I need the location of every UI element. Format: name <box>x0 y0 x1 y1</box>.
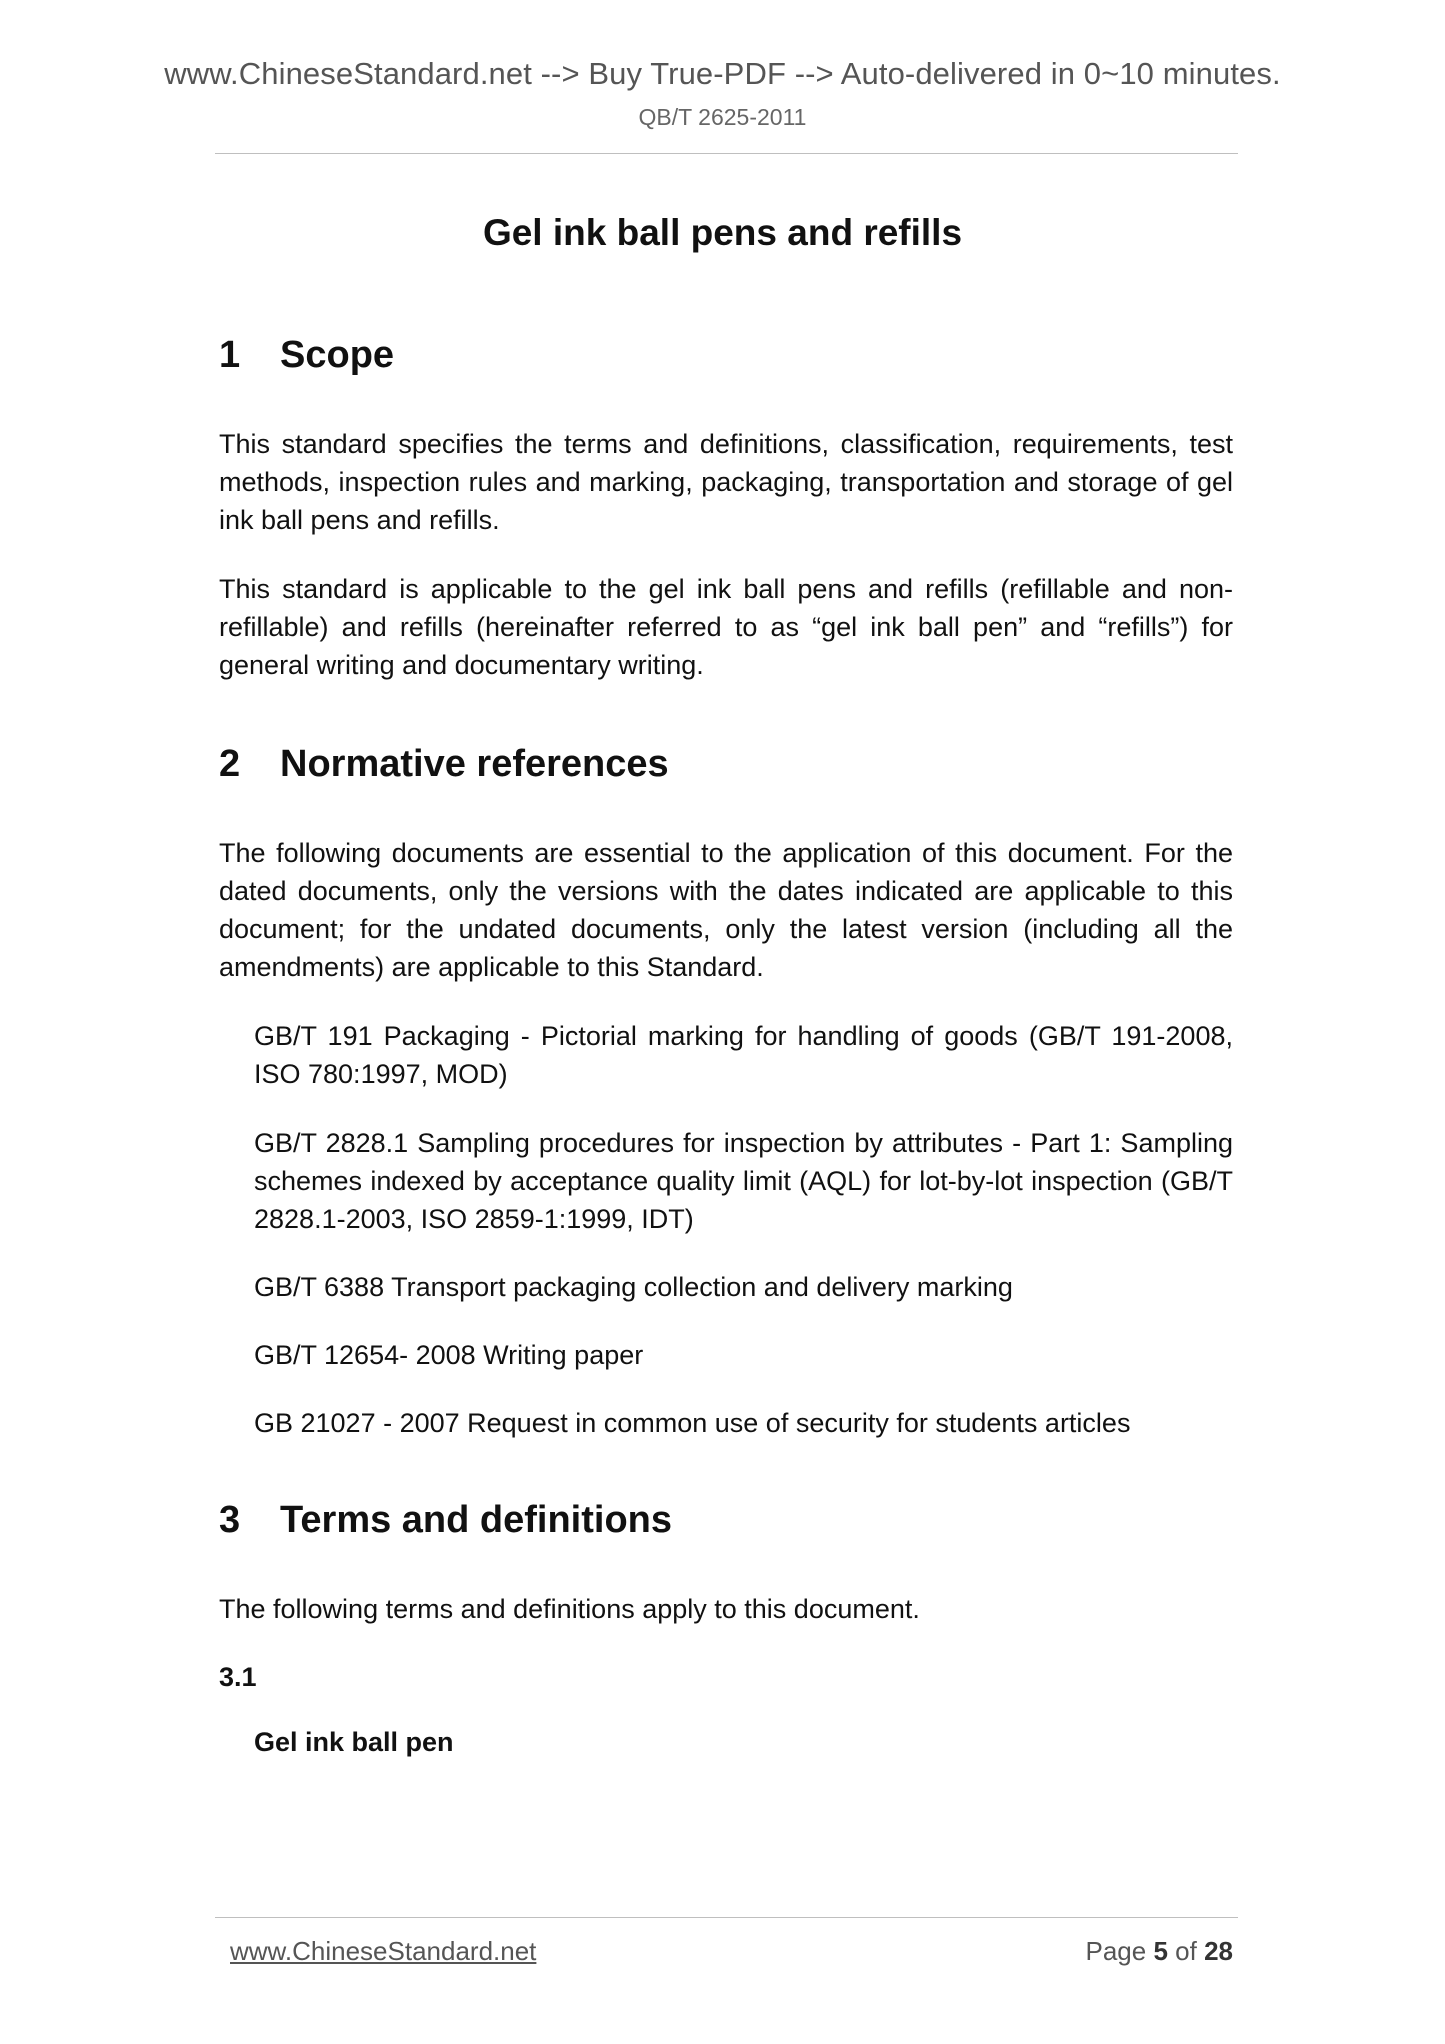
reference-item: GB/T 2828.1 Sampling procedures for inspection by attributes - Part 1: Sampling schemes indexed by acceptance quality limit (AQL) for lot-by-lot inspection (GB/T 2828.1-2003, ISO 2859-1:1999, IDT) <box>254 1128 1233 1234</box>
subsection-number: 3.1 <box>219 1662 257 1692</box>
footer-website-link[interactable]: www.ChineseStandard.net <box>230 1936 537 1966</box>
reference-item: GB/T 12654- 2008 Writing paper <box>254 1340 644 1370</box>
term-heading: Gel ink ball pen <box>254 1727 454 1757</box>
header-banner: www.ChineseStandard.net --> Buy True-PDF --> Auto-delivered in 0~10 minutes. <box>164 56 1281 91</box>
section-title: Normative references <box>280 743 669 785</box>
scope-paragraph-1: This standard specifies the terms and definitions, classification, requirements, test methods, inspection rules and marking, packaging, transportation and storage of gel ink ball pens and refills. <box>219 429 1233 535</box>
section-heading-normative-references <box>219 743 669 786</box>
page-label: Page <box>1085 1936 1147 1966</box>
header-divider <box>215 153 1238 154</box>
document-code: QB/T 2625-2011 <box>638 104 807 130</box>
section-number: 3 <box>219 1499 241 1541</box>
page-of-label: of <box>1175 1936 1197 1966</box>
section-number: 1 <box>219 334 241 376</box>
reference-item: GB 21027 - 2007 Request in common use of security for students articles <box>254 1408 1131 1438</box>
scope-paragraph-2: This standard is applicable to the gel ink ball pens and refills (refillable and non-refillable) and refills (hereinafter referred to as “gel ink ball pen” and “refills”) for general writing and documentary writing. <box>219 574 1233 680</box>
document-title: Gel ink ball pens and refills <box>482 212 963 253</box>
page-current: 5 <box>1153 1936 1168 1966</box>
section-title: Scope <box>280 334 395 376</box>
page-number <box>1085 1936 1233 1967</box>
reference-item: GB/T 191 Packaging - Pictorial marking for handling of goods (GB/T 191-2008, ISO 780:1997, MOD) <box>254 1021 1233 1089</box>
reference-item: GB/T 6388 Transport packaging collection and delivery marking <box>254 1272 1013 1302</box>
terms-intro: The following terms and definitions apply to this document. <box>219 1594 920 1624</box>
footer-divider <box>215 1917 1238 1918</box>
normative-intro: The following documents are essential to the application of this document. For the dated documents, only the versions with the dates indicated are applicable to this document; for the undated documents, only the latest version (including all the amendments) are applicable to this Standard. <box>219 838 1233 982</box>
section-title: Terms and definitions <box>280 1499 673 1541</box>
page-total: 28 <box>1204 1936 1233 1966</box>
section-heading-scope <box>219 334 394 377</box>
section-heading-terms <box>219 1499 672 1542</box>
section-number: 2 <box>219 743 241 785</box>
